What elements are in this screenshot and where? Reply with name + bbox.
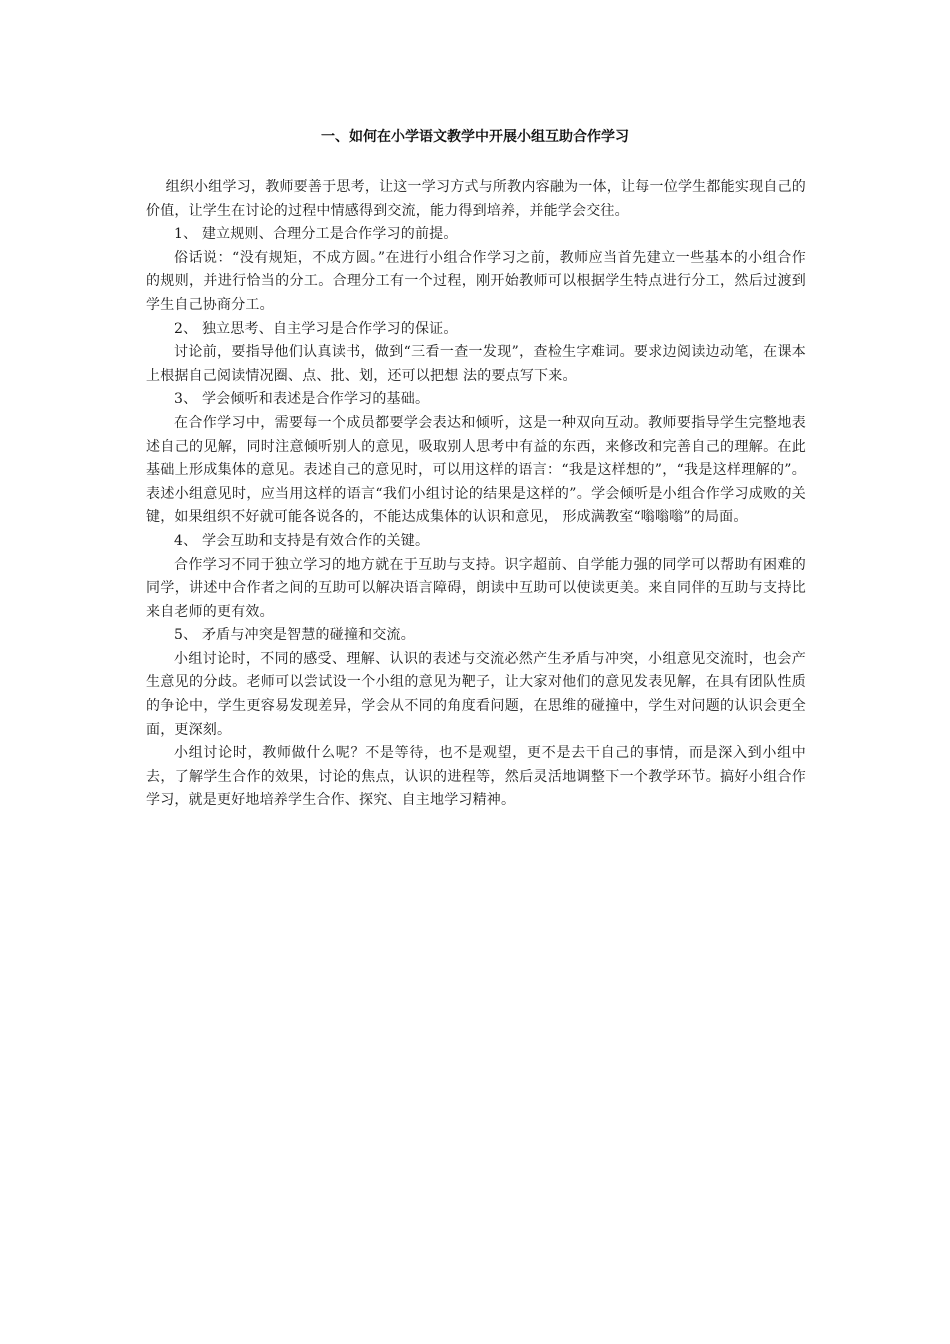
section-heading-2: 2、 独立思考、自主学习是合作学习的保证。 [174, 320, 458, 337]
document-title: 一、如何在小学语文教学中开展小组互助合作学习 [321, 129, 629, 145]
paragraph-section-2: 讨论前，要指导他们认真读书，做到“三看一查一发现”，查检生字难词。要求边阅读边动笔，在课本上根据自己阅读情况圈、点、批、划，还可以把想 法的要点写下来。 [146, 344, 806, 384]
section-heading-3: 3、 学会倾听和表述是合作学习的基础。 [174, 391, 430, 408]
paragraph-section-3: 在合作学习中，需要每一个成员都要学会表达和倾听，这是一种双向互动。教师要指导学生完整地表述自己的见解，同时注意倾听别人的意见，吸取别人思考中有益的东西，来修改和完善自己的理解。在此基础上形成集体的意见。表述自己的意见时，可以用这样的语言：“我是这样想的”，“我是这样理解的”。表述小组意见时，应当用这样的语言“我们小组讨论的结果是这样的”。学会倾听是小组合作学习成败的关键，如果组织不好就可能各说各的，不能达成集体的认识和意见， 形成满教室“嗡嗡嗡”的局面。 [146, 414, 806, 526]
paragraph-section-5: 小组讨论时，不同的感受、理解、认识的表述与交流必然产生矛盾与冲突，小组意见交流时，也会产生意见的分歧。老师可以尝试设一个小组的意见为靶子，让大家对他们的意见发表见解，在具有团队性质的争论中，学生更容易发现差异，学会从不同的角度看问题，在思维的碰撞中，学生对问题的认识会更全面，更深刻。 [146, 650, 806, 738]
section-heading-5: 5、 矛盾与冲突是智慧的碰撞和交流。 [174, 627, 415, 644]
section-heading-4: 4、 学会互助和支持是有效合作的关键。 [174, 532, 430, 549]
paragraph-intro: 组织小组学习，教师要善于思考，让这一学习方式与所教内容融为一体，让每一位学生都能实现自己的价值，让学生在讨论的过程中情感得到交流，能力得到培养，并能学会交往。 [146, 179, 806, 219]
section-heading-1: 1、 建立规则、合理分工是合作学习的前提。 [174, 226, 458, 243]
paragraph-section-1: 俗话说：“没有规矩，不成方圆。”在进行小组合作学习之前，教师应当首先建立一些基本的小组合作的规则，并进行恰当的分工。合理分工有一个过程，刚开始教师可以根据学生特点进行分工，然后过渡到学生自己协商分工。 [146, 249, 806, 313]
document-body [146, 176, 806, 813]
paragraph-section-4: 合作学习不同于独立学习的地方就在于互助与支持。识字超前、自学能力强的同学可以帮助有困难的同学，讲述中合作者之间的互助可以解决语言障碍，朗读中互助可以使读更美。来自同伴的互助与支持比来自老师的更有效。 [146, 556, 806, 620]
paragraph-conclusion: 小组讨论时，教师做什么呢？不是等待，也不是观望，更不是去干自己的事情，而是深入到小组中去，了解学生合作的效果，讨论的焦点，认识的进程等，然后灵活地调整下一个教学环节。搞好小组合作学习，就是更好地培养学生合作、探究、自主地学习精神。 [146, 745, 806, 809]
